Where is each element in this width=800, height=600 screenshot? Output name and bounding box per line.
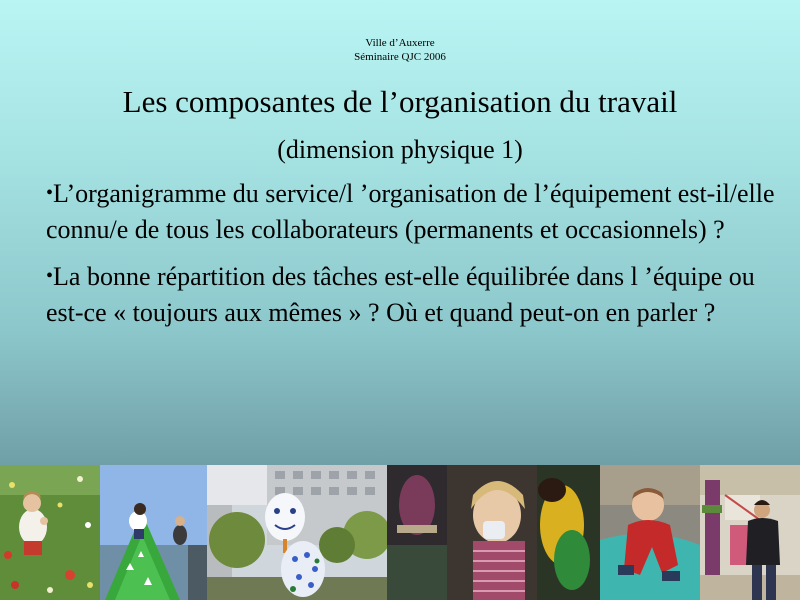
bullet-marker: • <box>46 182 54 204</box>
bullet-item <box>46 176 776 247</box>
photo-carnival-figure <box>207 465 387 600</box>
bullet-item <box>46 259 776 330</box>
bullet-marker: • <box>46 265 54 287</box>
slide-header <box>0 36 800 64</box>
slide-subtitle: (dimension physique 1) <box>277 135 523 164</box>
bullet-list <box>46 176 776 342</box>
photo-adult-outdoor-event <box>700 465 800 600</box>
bullet-text: La bonne répartition des tâches est-elle équilibrée dans l ’équipe ou est-ce « toujours aux mêmes » ? Où et quand peut-on en parler ? <box>46 262 755 327</box>
photo-child-drinking <box>387 465 600 600</box>
slide-title: Les composantes de l’organisation du travail <box>122 84 678 119</box>
photo-strip <box>0 465 800 600</box>
photo-climbing-structure <box>100 465 207 600</box>
photo-child-on-mat <box>600 465 700 600</box>
bullet-text: L’organigramme du service/l ’organisation de l’équipement est-il/elle connu/e de tous les collaborateurs (permanents et occasionnels) ? <box>46 179 775 244</box>
photo-child-flower-field <box>0 465 100 600</box>
header-seminar: Séminaire QJC 2006 <box>354 51 446 63</box>
header-city: Ville d’Auxerre <box>365 37 435 49</box>
